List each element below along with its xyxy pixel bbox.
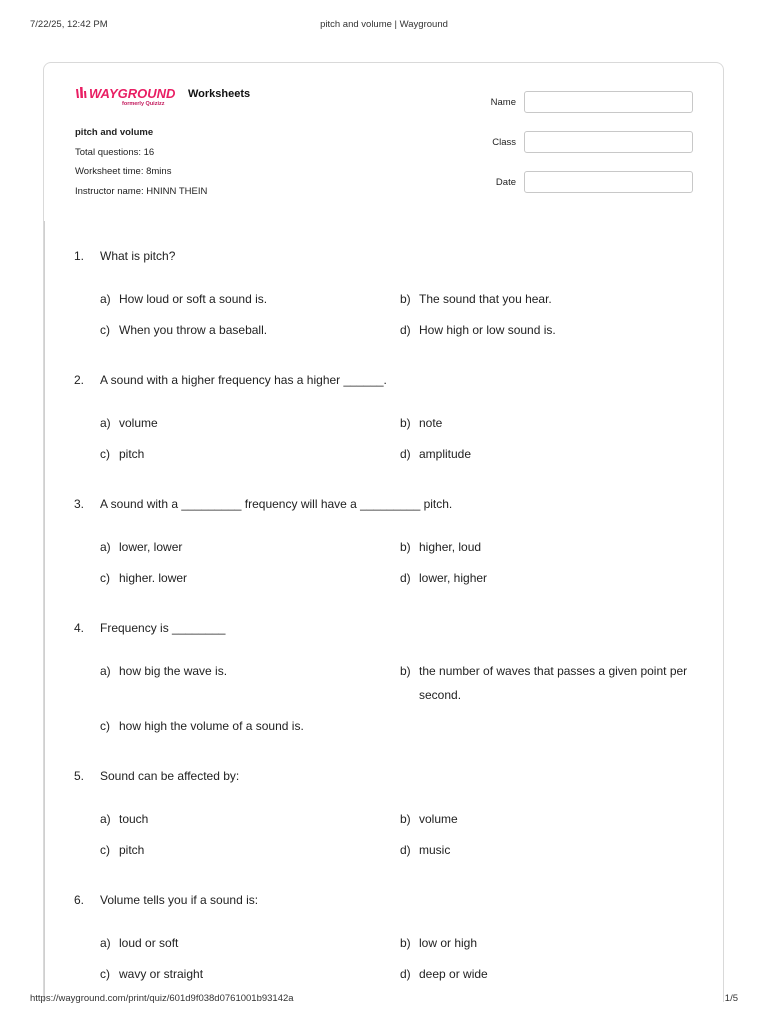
class-row	[484, 131, 695, 171]
question-list	[74, 249, 704, 1017]
logo-subtitle: formerly Quizizz	[122, 101, 165, 107]
answer-option	[100, 838, 380, 862]
question-spacer	[74, 869, 704, 893]
question-spacer	[74, 745, 704, 769]
question-text: Sound can be affected by:	[100, 769, 240, 783]
option-text: higher. lower	[119, 571, 188, 585]
option-text: the number of waves that passes a given point per second.	[419, 664, 688, 702]
print-url: https://wayground.com/print/quiz/601d9f038d0761001b93142a	[30, 993, 294, 1004]
option-row	[74, 714, 704, 745]
question-text: Volume tells you if a sound is:	[100, 893, 259, 907]
option-letter: d)	[400, 571, 411, 585]
option-letter: b)	[400, 664, 411, 678]
name-label: Name	[490, 97, 516, 108]
option-row	[74, 287, 704, 318]
question-number: 4.	[74, 621, 85, 635]
worksheet-time: Worksheet time: 8mins	[75, 166, 172, 177]
answer-option	[100, 807, 380, 831]
worksheet-card	[43, 62, 724, 1002]
question-stem	[74, 373, 704, 398]
answer-option	[400, 962, 700, 986]
answer-option	[400, 411, 700, 435]
option-text: amplitude	[419, 447, 472, 461]
answer-options	[74, 659, 704, 745]
print-header	[30, 19, 738, 33]
question	[74, 497, 704, 621]
class-label: Class	[492, 137, 516, 148]
option-letter: d)	[400, 967, 411, 981]
option-row	[74, 962, 704, 993]
option-row	[74, 807, 704, 838]
answer-option	[100, 931, 380, 955]
option-text: touch	[119, 812, 149, 826]
option-row	[74, 318, 704, 349]
option-letter: c)	[100, 967, 110, 981]
option-letter: d)	[400, 323, 411, 337]
option-letter: d)	[400, 843, 411, 857]
question	[74, 769, 704, 893]
option-letter: c)	[100, 447, 110, 461]
question-stem	[74, 893, 704, 918]
answer-option	[400, 659, 700, 707]
print-datetime: 7/22/25, 12:42 PM	[30, 19, 108, 30]
option-text: loud or soft	[119, 936, 179, 950]
option-text: pitch	[119, 447, 145, 461]
option-row	[74, 535, 704, 566]
answer-option	[100, 566, 380, 590]
date-label: Date	[495, 177, 516, 188]
answer-options	[74, 287, 704, 349]
option-text: When you throw a baseball.	[119, 323, 268, 337]
answer-option	[400, 442, 700, 466]
question-stem	[74, 497, 704, 522]
answer-option	[100, 442, 380, 466]
question	[74, 249, 704, 373]
option-text: higher, loud	[419, 540, 482, 554]
name-row	[484, 91, 695, 131]
option-row	[74, 838, 704, 869]
answer-option	[100, 714, 380, 738]
question-text: A sound with a higher frequency has a higher ______.	[100, 373, 387, 387]
option-text: lower, higher	[419, 571, 488, 585]
option-letter: b)	[400, 540, 411, 554]
option-letter: c)	[100, 719, 110, 733]
option-text: deep or wide	[419, 967, 488, 981]
question-spacer	[74, 473, 704, 497]
option-text: note	[419, 416, 443, 430]
instructor-name: Instructor name: HNINN THEIN	[75, 185, 208, 197]
date-row	[484, 171, 695, 211]
option-text: How high or low sound is.	[419, 323, 556, 337]
option-row	[74, 931, 704, 962]
question-stem	[74, 621, 704, 646]
answer-option	[100, 287, 380, 311]
wayground-logo	[75, 85, 181, 101]
option-letter: a)	[100, 936, 111, 950]
option-letter: a)	[100, 540, 111, 554]
print-page-title: pitch and volume | Wayground	[320, 19, 448, 30]
page-number: 1/5	[724, 993, 738, 1004]
question-text: What is pitch?	[100, 249, 176, 263]
option-letter: b)	[400, 936, 411, 950]
answer-option	[400, 931, 700, 955]
question-number: 5.	[74, 769, 85, 783]
option-letter: b)	[400, 292, 411, 306]
worksheet-info	[75, 127, 207, 205]
question-text: A sound with a _________ frequency will have a _________ pitch.	[100, 497, 453, 511]
answer-options	[74, 931, 704, 993]
class-field[interactable]	[524, 131, 693, 153]
question-spacer	[74, 349, 704, 373]
answer-options	[74, 807, 704, 869]
name-field[interactable]	[524, 91, 693, 113]
question	[74, 373, 704, 497]
question-stem	[74, 249, 704, 274]
option-row	[74, 659, 704, 714]
option-row	[74, 411, 704, 442]
answer-options	[74, 535, 704, 597]
answer-option	[100, 659, 380, 683]
answer-option	[100, 318, 380, 342]
option-row	[74, 566, 704, 597]
total-questions: Total questions: 16	[75, 146, 155, 158]
option-text: low or high	[419, 936, 478, 950]
answer-option	[400, 318, 700, 342]
worksheet-title: pitch and volume	[75, 127, 154, 138]
svg-text:WAYGROUND: WAYGROUND	[89, 86, 176, 101]
question-text: Frequency is ________	[100, 621, 226, 635]
option-text: The sound that you hear.	[419, 292, 552, 306]
answer-option	[400, 807, 700, 831]
option-letter: a)	[100, 812, 111, 826]
content-divider	[44, 221, 45, 1002]
option-text: how high the volume of a sound is.	[119, 719, 304, 733]
option-text: how big the wave is.	[119, 664, 228, 678]
student-form	[484, 91, 695, 211]
question-stem	[74, 769, 704, 794]
answer-option	[400, 566, 700, 590]
option-letter: c)	[100, 843, 110, 857]
option-letter: a)	[100, 292, 111, 306]
option-letter: a)	[100, 664, 111, 678]
print-footer	[30, 993, 738, 1007]
answer-option	[400, 535, 700, 559]
option-text: How loud or soft a sound is.	[119, 292, 268, 306]
option-letter: b)	[400, 812, 411, 826]
option-text: volume	[419, 812, 458, 826]
option-letter: c)	[100, 323, 110, 337]
option-text: music	[419, 843, 451, 857]
answer-option	[100, 962, 380, 986]
answer-option	[100, 411, 380, 435]
brand-header	[75, 85, 250, 107]
question-number: 3.	[74, 497, 85, 511]
option-letter: c)	[100, 571, 110, 585]
question	[74, 621, 704, 769]
question-number: 6.	[74, 893, 85, 907]
option-letter: b)	[400, 416, 411, 430]
option-text: volume	[119, 416, 158, 430]
option-letter: d)	[400, 447, 411, 461]
option-text: lower, lower	[119, 540, 183, 554]
option-text: pitch	[119, 843, 145, 857]
date-field[interactable]	[524, 171, 693, 193]
answer-options	[74, 411, 704, 473]
section-label: Worksheets	[188, 87, 251, 100]
option-letter: a)	[100, 416, 111, 430]
answer-option	[400, 287, 700, 311]
question-spacer	[74, 597, 704, 621]
option-text: wavy or straight	[119, 967, 204, 981]
option-row	[74, 442, 704, 473]
answer-option	[100, 535, 380, 559]
answer-option	[400, 838, 700, 862]
question-number: 2.	[74, 373, 85, 387]
question-number: 1.	[74, 249, 85, 263]
